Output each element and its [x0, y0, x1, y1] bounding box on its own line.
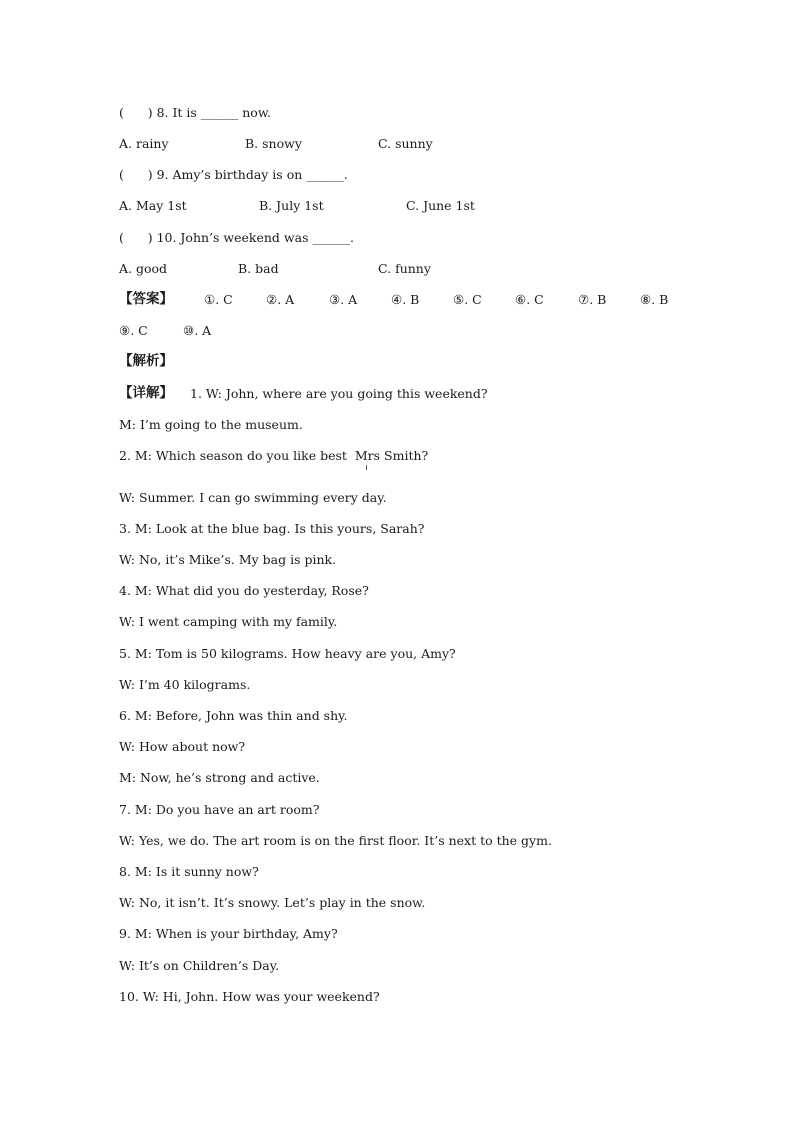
- answer-item: ①. C: [204, 292, 233, 307]
- analysis-line: 9. M: When is your birthday, Amy?: [119, 926, 338, 941]
- analysis-line: M: I’m going to the museum.: [119, 417, 303, 432]
- analysis-line: 5. M: Tom is 50 kilograms. How heavy are you, Amy?: [119, 646, 456, 661]
- question-10-stem: ( ) 10. John’s weekend was ______.: [119, 230, 354, 245]
- analysis-line: W: It’s on Children’s Day.: [119, 958, 280, 973]
- answer-item: ⑤. C: [453, 292, 482, 307]
- answer-item: ⑦. B: [578, 292, 607, 307]
- analysis-line: 2. M: Which season do you like best Mrs Smith?: [119, 448, 429, 463]
- answer-item: ⑨. C: [119, 323, 148, 338]
- answer-item: ④. B: [391, 292, 420, 307]
- analysis-label: 【解析】: [119, 353, 173, 369]
- analysis-line: W: I went camping with my family.: [119, 614, 338, 629]
- question-10-option-a: A. good: [119, 261, 168, 276]
- answer-item: ⑥. C: [515, 292, 544, 307]
- analysis-line: 8. M: Is it sunny now?: [119, 864, 259, 879]
- stray-mark: [366, 465, 367, 470]
- analysis-line: W: No, it isn’t. It’s snowy. Let’s play in the snow.: [119, 895, 426, 910]
- analysis-line: W: Yes, we do. The art room is on the first floor. It’s next to the gym.: [119, 833, 552, 848]
- analysis-line: 4. M: What did you do yesterday, Rose?: [119, 583, 369, 598]
- detail-label: 【详解】: [119, 385, 173, 401]
- analysis-line: 10. W: Hi, John. How was your weekend?: [119, 989, 380, 1004]
- question-9-option-a: A. May 1st: [119, 198, 187, 213]
- question-8-option-c: C. sunny: [378, 136, 433, 151]
- answer-item: ⑩. A: [183, 323, 212, 338]
- analysis-line: 6. M: Before, John was thin and shy.: [119, 708, 348, 723]
- question-8-option-a: A. rainy: [119, 136, 169, 151]
- analysis-line: M: Now, he’s strong and active.: [119, 770, 320, 785]
- answer-label: 【答案】: [119, 291, 173, 307]
- analysis-line: 7. M: Do you have an art room?: [119, 802, 320, 817]
- question-9-option-c: C. June 1st: [406, 198, 475, 213]
- analysis-line: 3. M: Look at the blue bag. Is this yours, Sarah?: [119, 521, 425, 536]
- question-9-option-b: B. July 1st: [259, 198, 324, 213]
- analysis-line: W: I’m 40 kilograms.: [119, 677, 251, 692]
- analysis-line: W: How about now?: [119, 739, 246, 754]
- question-9-stem: ( ) 9. Amy’s birthday is on ______.: [119, 167, 348, 182]
- answer-item: ②. A: [266, 292, 295, 307]
- question-10-option-b: B. bad: [238, 261, 279, 276]
- answer-item: ③. A: [329, 292, 358, 307]
- analysis-line: W: Summer. I can go swimming every day.: [119, 490, 387, 505]
- question-10-option-c: C. funny: [378, 261, 431, 276]
- answer-item: ⑧. B: [640, 292, 669, 307]
- analysis-line: W: No, it’s Mike’s. My bag is pink.: [119, 552, 337, 567]
- question-8-option-b: B. snowy: [245, 136, 302, 151]
- question-8-stem: ( ) 8. It is ______ now.: [119, 105, 272, 120]
- analysis-line: 1. W: John, where are you going this weekend?: [190, 386, 488, 401]
